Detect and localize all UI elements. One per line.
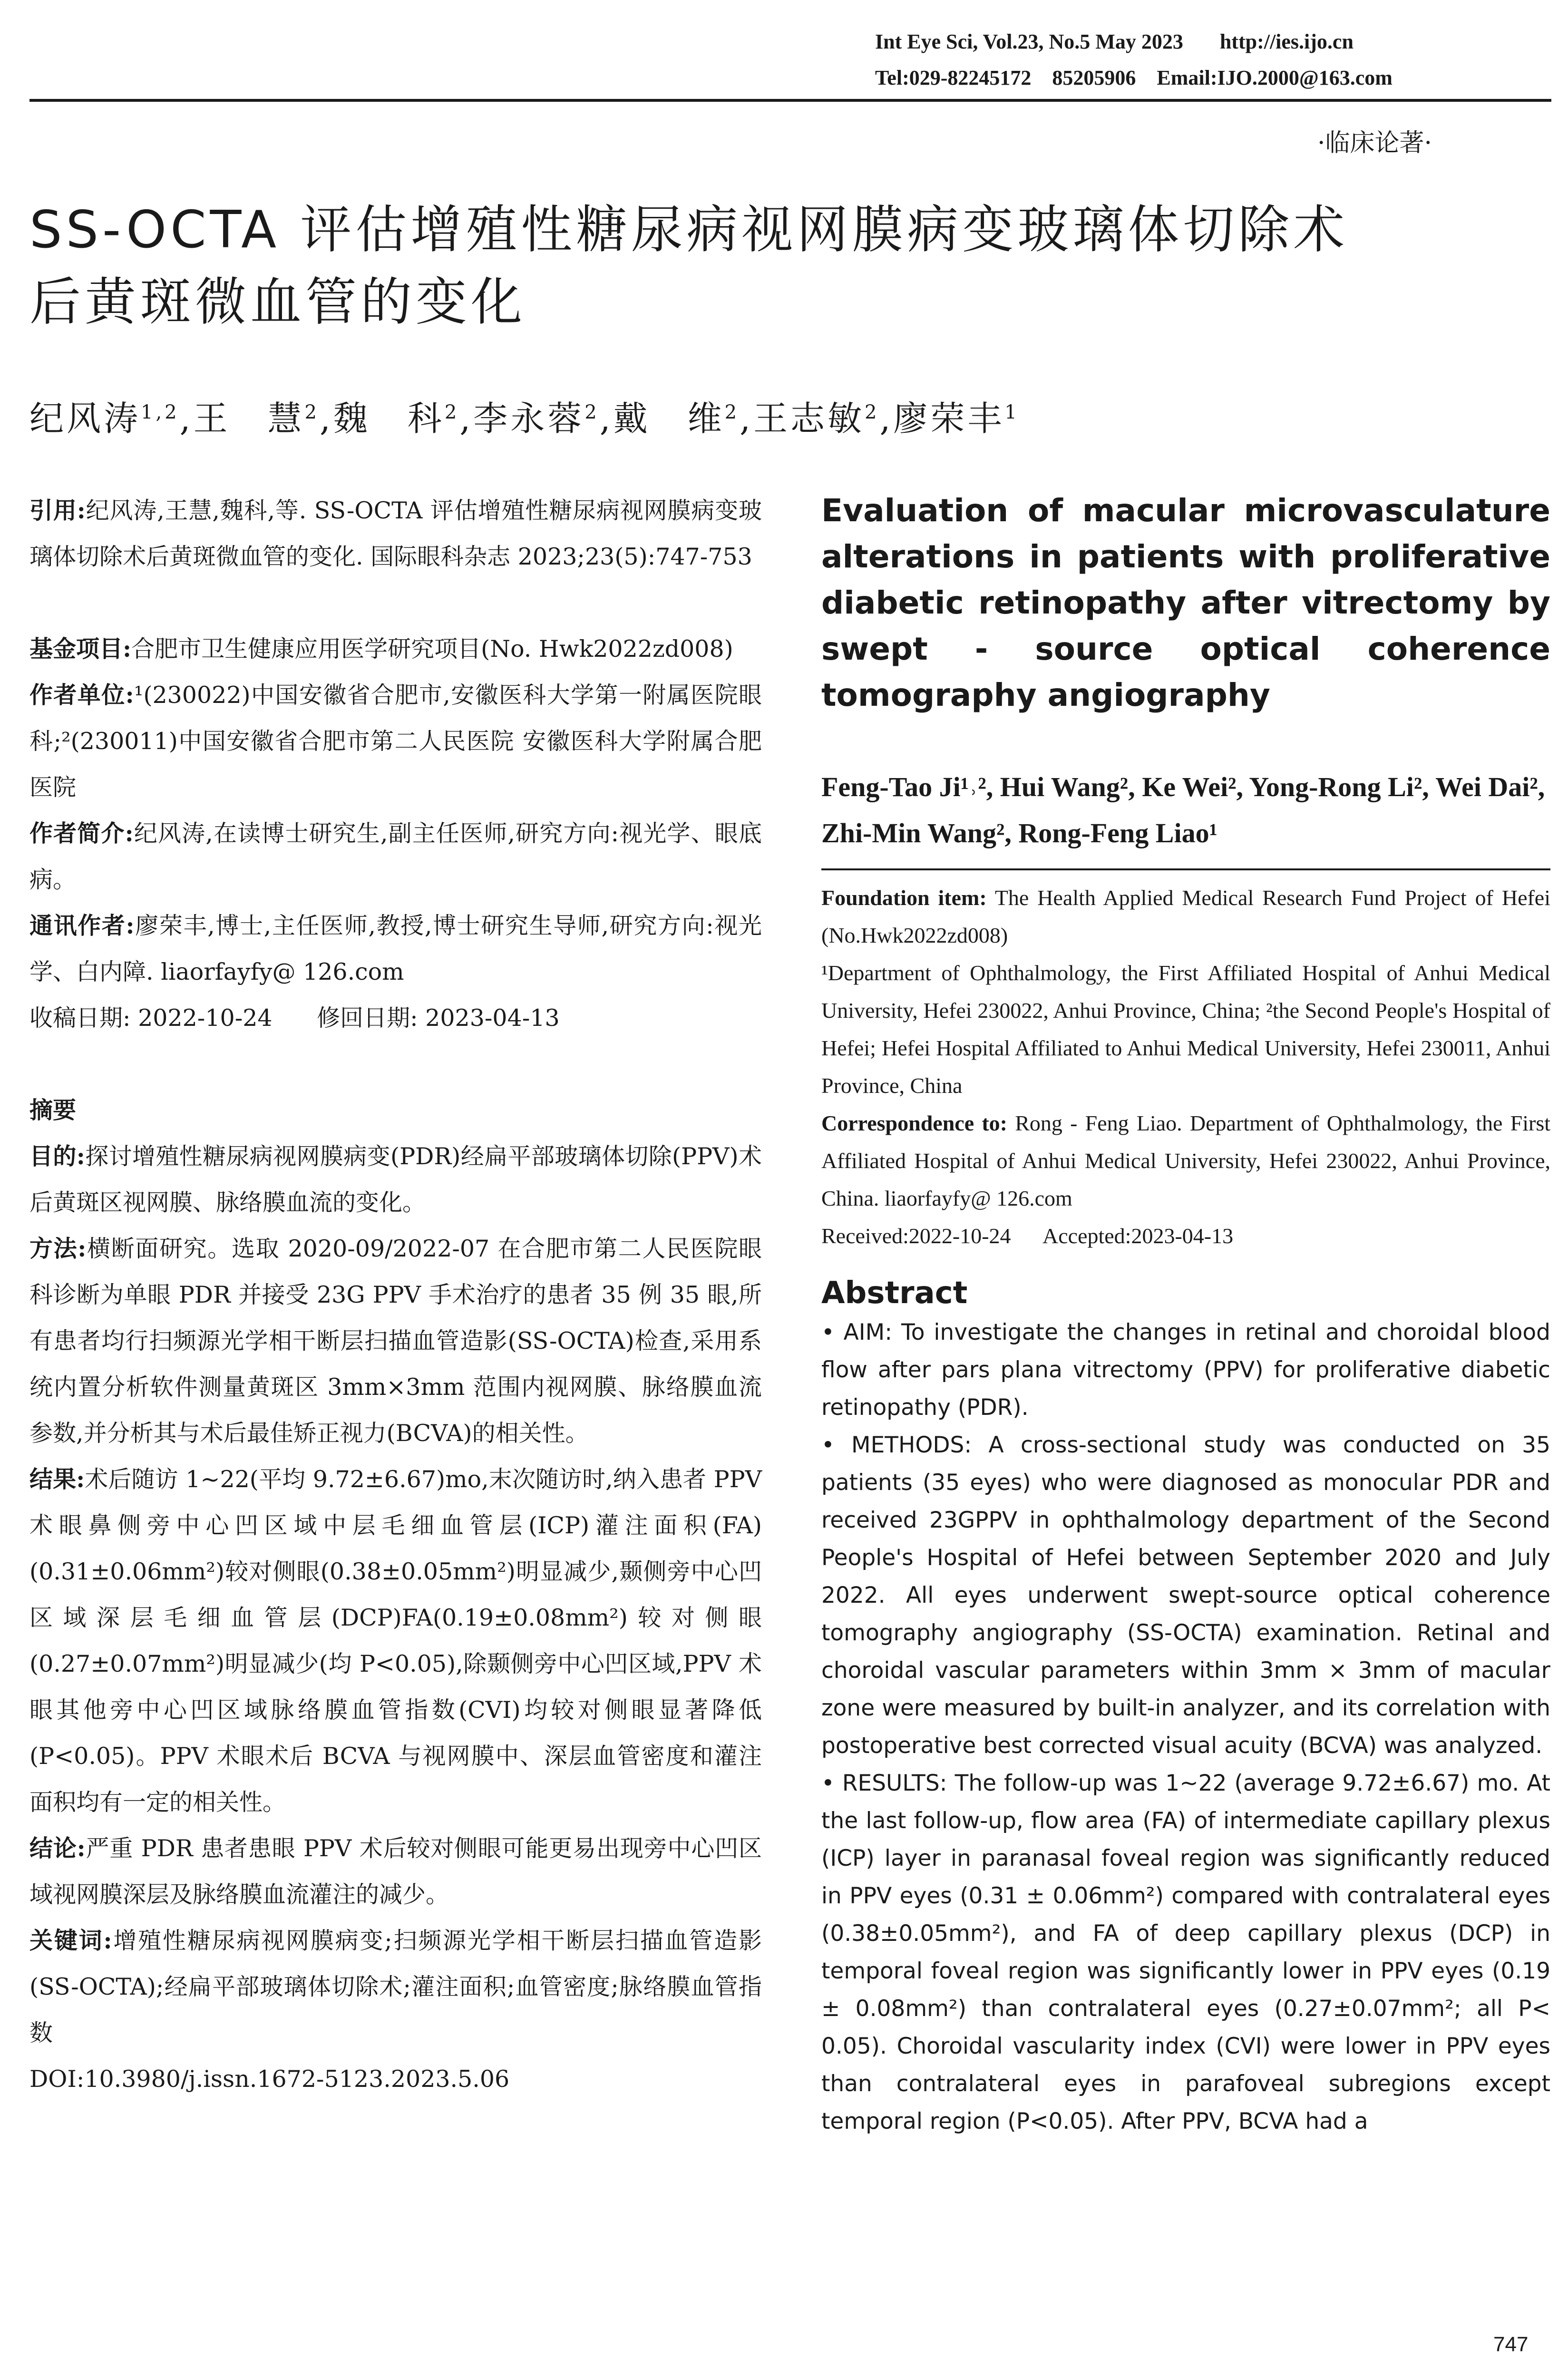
dates-row [29,995,762,1041]
foundation-text: The Health Applied Medical Research Fund Project of Hefei (No.Hwk2022zd008) [821,886,1551,947]
section-tag: ·临床论著· [1317,129,1432,157]
abstract-conclusion-cn [29,1825,762,1918]
methods-text: 横断面研究。选取 2020-09/2022-07 在合肥市第二人民医院眼科诊断为单眼 PDR 并接受 23G PPV 手术治疗的患者 35 例 35 眼,所有患者均行扫频源光学相干断层扫描血管造影(SS-OCTA)检查,采用系统内置分析软件测量黄斑区 3mm×3mm 范围内视网膜、脉络膜血流参数,并分析其与术后最佳矫正视力(BCVA)的相关性。 [29,1235,762,1447]
received-en: Received:2022-10-24 [821,1224,1011,1248]
author-name: 李永蓉 [473,399,585,438]
received-date: 收稿日期: 2022-10-24 [29,1004,273,1032]
page-number: 747 [1493,2333,1529,2356]
abstract-results-cn [29,1456,762,1825]
author-name: 廖荣丰 [893,399,1005,438]
citation [29,487,762,580]
citation-label: 引用: [29,497,86,524]
unit-label: 作者单位: [29,681,134,709]
author-bio [29,810,762,903]
affiliations: ¹Department of Ophthalmology, the First Affiliated Hospital of Anhui Medical University, Hefei 230022, Anhui Province, China; ²the Second People's Hospital of Hefei; Hefei Hospital Affiliated to Anhui Medical University, Hefei 230011, Anhui Province, China [821,961,1550,1098]
abstract-aim-cn [29,1133,762,1226]
corresponding-author [29,903,762,995]
journal-header-line1: Int Eye Sci, Vol.23, No.5 May 2023 http://ies.ijo.cn [875,30,1354,53]
foundation-label: Foundation item: [821,886,987,910]
author-name: 纪风涛 [29,399,141,438]
authors-chinese: 纪风涛$^{1,2}$,王 慧$^2$,魏 科$^2$,李永蓉$^2$,戴 维$^2$,王志敏$^2$,廖荣丰$^1$ [29,399,1020,438]
correspondence-label: Correspondence to: [821,1111,1007,1135]
article-title-line1: SS-OCTA 评估增殖性糖尿病视网膜病变玻璃体切除术 [29,200,1349,260]
author-affiliation-mark: 1 [1004,401,1020,423]
author-affiliation-mark: 2 [304,401,320,423]
author-name: 王 慧 [193,399,305,438]
abstract-methods-en: • METHODS: A cross-sectional study was conducted on 35 patients (35 eyes) who were diagnosed as monocular PDR and received 23GPPV in ophthalmology department of the Second People's Hospital of Hefei between September 2020 and July 2022. All eyes underwent swept-source optical coherence tomography angiography (SS-OCTA) examination. Retinal and choroidal vascular parameters within 3mm × 3mm of macular zone were measured by built-in analyzer, and its correlation with postoperative best corrected visual acuity (BCVA) was analyzed. [821,1432,1550,1759]
keywords-label: 关键词: [29,1927,112,1954]
unit-text: ¹(230022)中国安徽省合肥市,安徽医科大学第一附属医院眼科;²(230011)中国安徽省合肥市第二人民医院 安徽医科大学附属合肥医院 [29,682,762,801]
right-column [821,487,1550,2140]
foundation-item [821,879,1550,954]
author-affiliation-mark: 2 [724,401,740,423]
author-name: 王志敏 [753,399,865,438]
abstract-methods-cn [29,1226,762,1456]
bio-text: 纪风涛,在读博士研究生,副主任医师,研究方向:视光学、眼底病。 [29,820,762,893]
author-name: 魏 科 [333,399,445,438]
author-name: 戴 维 [613,399,725,438]
citation-text: 纪风涛,王慧,魏科,等. SS-OCTA 评估增殖性糖尿病视网膜病变玻璃体切除术后黄斑微血管的变化. 国际眼科杂志 2023;23(5):747-753 [29,497,762,570]
abstract-results-en: • RESULTS: The follow-up was 1~22 (average 9.72±6.67) mo. At the last follow-up, flow area (FA) of intermediate capillary plexus (ICP) layer in paranasal foveal region was significantly reduced in PPV eyes (0.31 ± 0.06mm²) compared with contralateral eyes (0.38±0.05mm²), and FA of deep capillary plexus (DCP) in temporal foveal region was significantly lower in PPV eyes (0.19 ± 0.08mm²) than contralateral eyes (0.27±0.07mm²; all P< 0.05). Choroidal vascularity index (CVI) were lower in PPV eyes than contralateral eyes in parafoveal subregions except temporal region (P<0.05). After PPV, BCVA had a [821,1770,1550,2134]
keywords-text: 增殖性糖尿病视网膜病变;扫频源光学相干断层扫描血管造影(SS-OCTA);经扁平部玻璃体切除术;灌注面积;血管密度;脉络膜血管指数 [29,1927,762,2046]
author-affiliation-mark: 2 [864,401,880,423]
results-text: 术后随访 1~22(平均 9.72±6.67)mo,末次随访时,纳入患者 PPV 术眼鼻侧旁中心凹区域中层毛细血管层(ICP)灌注面积(FA)(0.31±0.06mm²)较对侧眼(0.38±0.05mm²)明显减少,颞侧旁中心凹区域深层毛细血管层(DCP)FA(0.19±0.08mm²)较对侧眼(0.27±0.07mm²)明显减少(均 P<0.05),除颞侧旁中心凹区域,PPV 术眼其他旁中心凹区域脉络膜血管指数(CVI)均较对侧眼显著降低(P<0.05)。PPV 术眼术后 BCVA 与视网膜中、深层血管密度和灌注面积均有一定的相关性。 [29,1466,762,1816]
results-label: 结果: [29,1465,85,1493]
conclusion-label: 结论: [29,1834,86,1862]
accepted-en: Accepted:2023-04-13 [1042,1224,1234,1248]
header-divider [29,99,1551,102]
right-divider [821,868,1550,870]
english-title: Evaluation of macular microvasculature alterations in patients with proliferative diabetic retinopathy after vitrectomy by swept - source optical coherence tomography angiography [821,492,1550,713]
abstract-aim-en: • AIM: To investigate the changes in retinal and choroidal blood flow after pars plana vitrectomy (PPV) for proliferative diabetic retinopathy (PDR). [821,1319,1550,1421]
abstract-heading-en: Abstract [821,1276,968,1311]
methods-label: 方法: [29,1235,87,1262]
corr-text: 廖荣丰,博士,主任医师,教授,博士研究生导师,研究方向:视光学、白内障. liaorfayfy@ 126.com [29,912,762,985]
corr-label: 通讯作者: [29,912,135,939]
aim-label: 目的: [29,1142,85,1170]
fund-label: 基金项目: [29,635,132,662]
author-affiliation-mark: 1,2 [141,401,180,423]
bio-label: 作者简介: [29,819,134,847]
revised-date: 修回日期: 2023-04-13 [317,1004,560,1032]
english-authors: Feng-Tao Ji¹˒², Hui Wang², Ke Wei², Yong-Rong Li², Wei Dai², Zhi-Min Wang², Rong-Feng Liao¹ [821,771,1545,848]
left-column [29,487,762,2102]
author-affiliation-mark: 2 [584,401,600,423]
correspondence [821,1104,1550,1217]
article-title-line2: 后黄斑微血管的变化 [29,273,526,332]
aim-text: 探讨增殖性糖尿病视网膜病变(PDR)经扁平部玻璃体切除(PPV)术后黄斑区视网膜、脉络膜血流的变化。 [29,1143,762,1216]
fund-info [29,626,762,672]
correspondence-text: Rong - Feng Liao. Department of Ophthalmology, the First Affiliated Hospital of Anhui Medical University, Hefei 230022, Anhui Province, China. liaorfayfy@ 126.com [821,1111,1551,1210]
dates-en [821,1217,1550,1255]
author-affiliation-mark: 2 [444,401,460,423]
doi: DOI:10.3980/j.issn.1672-5123.2023.5.06 [29,2065,510,2093]
author-units [29,672,762,810]
conclusion-text: 严重 PDR 患者患眼 PPV 术后较对侧眼可能更易出现旁中心凹区域视网膜深层及脉络膜血流灌注的减少。 [29,1835,762,1908]
abstract-heading-cn: 摘要 [29,1096,77,1124]
fund-text: 合肥市卫生健康应用医学研究项目(No. Hwk2022zd008) [131,635,733,662]
journal-header-contact: Tel:029-82245172 85205906 Email:IJO.2000@163.com [875,66,1393,89]
keywords-cn [29,1918,762,2056]
